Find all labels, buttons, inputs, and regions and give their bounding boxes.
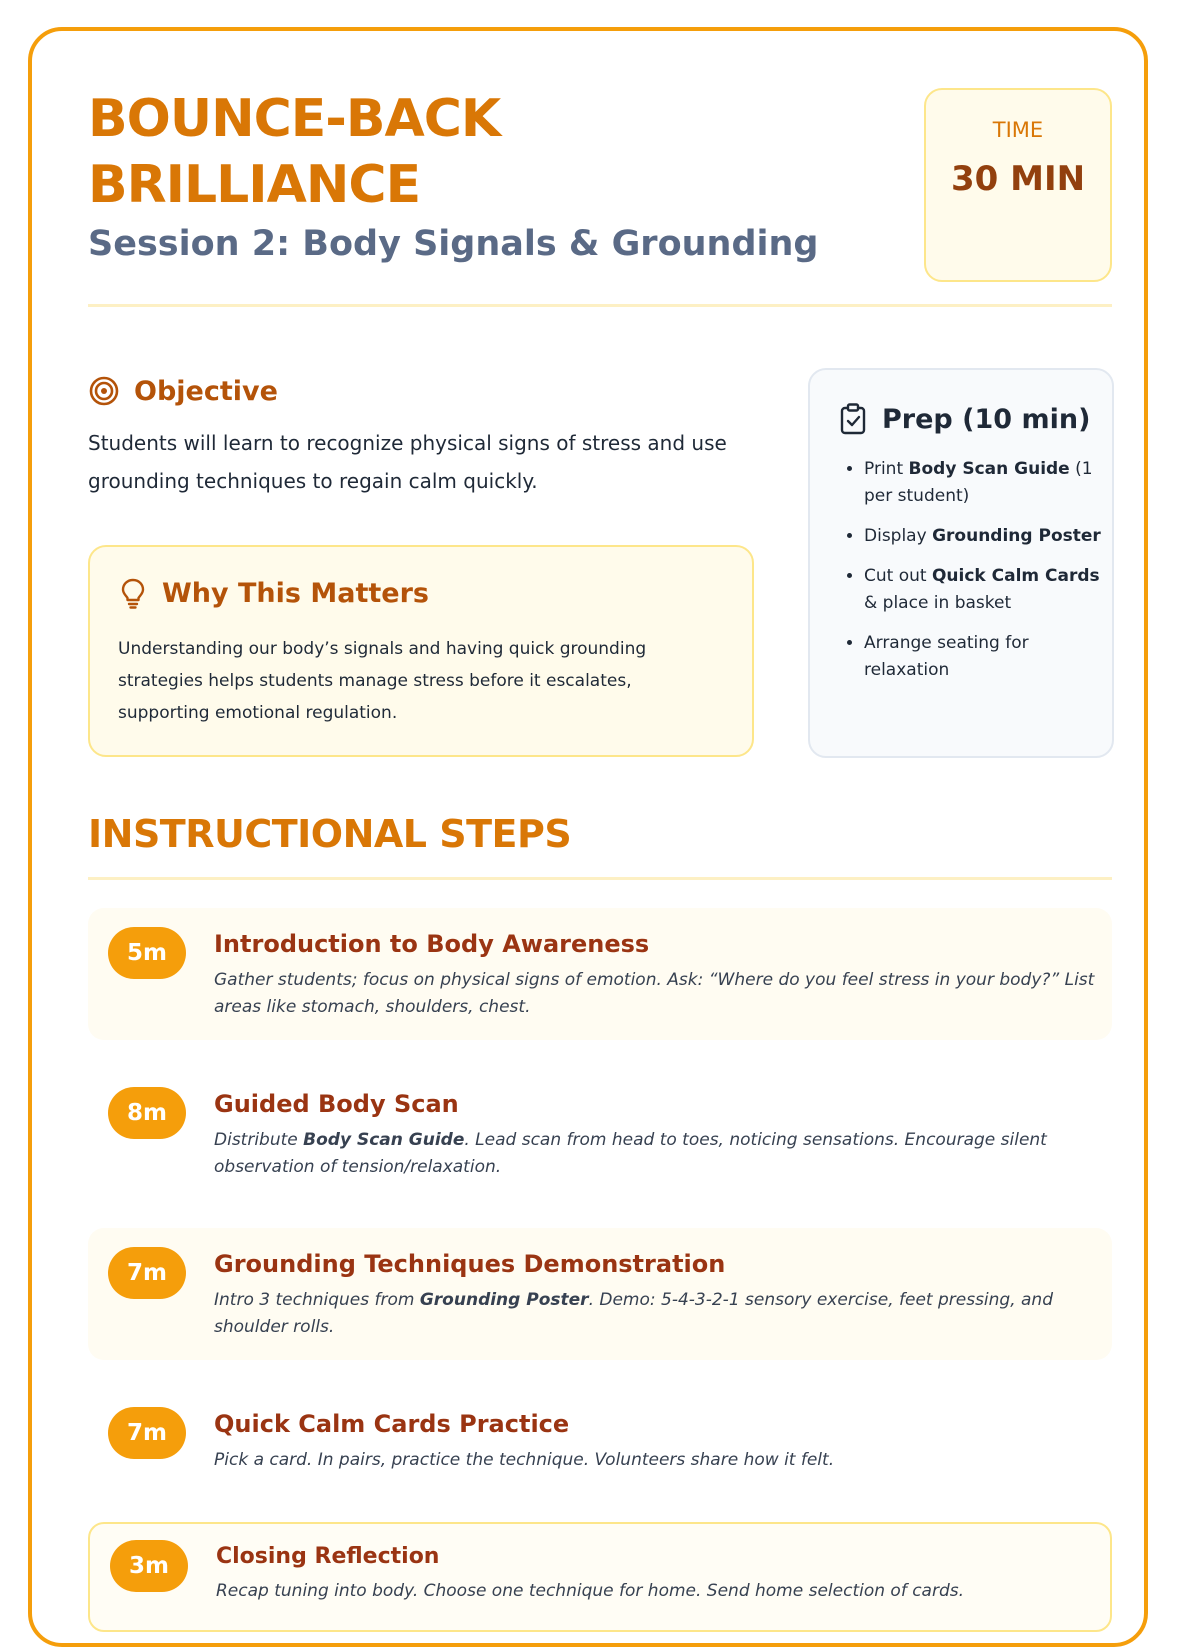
step-title: Quick Calm Cards Practice (214, 1410, 570, 1438)
objective-text: Students will learn to recognize physical signs of stress and use grounding techniques to regain calm quickly. (88, 431, 727, 493)
step-item (88, 1068, 1112, 1200)
why-text: Understanding our body’s signals and having quick grounding strategies helps students manage stress before it escalates, supporting emotional regulation. (118, 639, 647, 723)
time-value: 30 MIN (950, 159, 1086, 199)
step-title: Introduction to Body Awareness (214, 930, 650, 958)
prep-item: • Display Grounding Poster (864, 523, 1116, 550)
objective-heading (88, 373, 278, 409)
step-time-badge: 7m (108, 1407, 186, 1459)
steps-divider (88, 877, 1112, 880)
step-title: Closing Reflection (216, 1544, 440, 1569)
step-description: Pick a card. In pairs, practice the technique. Volunteers share how it felt. (214, 1450, 835, 1470)
why-this-matters-box (88, 545, 754, 757)
target-icon (88, 375, 120, 407)
step-title: Guided Body Scan (214, 1090, 459, 1118)
step-time-badge: 3m (110, 1540, 188, 1592)
prep-box (808, 368, 1114, 758)
prep-item: • Cut out Quick Calm Cards & place in basket (864, 563, 1116, 617)
prep-heading (838, 402, 1090, 436)
prep-item: • Arrange seating for relaxation (864, 630, 1116, 684)
objective-label: Objective (134, 375, 278, 407)
lightbulb-icon (118, 577, 148, 609)
steps-heading: INSTRUCTIONAL STEPS (88, 812, 572, 856)
step-description: Distribute Body Scan Guide. Lead scan from head to toes, noticing sensations. Encourage silent observation of tension/relaxation. (214, 1130, 1047, 1177)
time-label: TIME (992, 118, 1044, 142)
prep-item: • Print Body Scan Guide (1 per student) (864, 456, 1116, 510)
header-divider (88, 304, 1112, 307)
step-item (88, 1228, 1112, 1360)
step-description: Gather students; focus on physical signs of emotion. Ask: “Where do you feel stress in your body?” List areas like stomach, shoulders, chest. (214, 970, 1095, 1017)
step-description: Intro 3 techniques from Grounding Poster. Demo: 5-4-3-2-1 sensory exercise, feet pressing, and shoulder rolls. (214, 1290, 1053, 1337)
step-item (88, 908, 1112, 1040)
step-title: Grounding Techniques Demonstration (214, 1250, 726, 1278)
time-box (924, 88, 1112, 282)
why-label: Why This Matters (162, 577, 429, 609)
session-subtitle: Session 2: Body Signals & Grounding (88, 224, 819, 264)
clipboard-check-icon (838, 402, 868, 436)
step-time-badge: 5m (108, 927, 186, 979)
prep-label: Prep (10 min) (882, 403, 1091, 435)
prep-list (840, 456, 1116, 697)
step-item (88, 1522, 1112, 1632)
page-title: BOUNCE-BACK BRILLIANCE (88, 89, 501, 215)
step-time-badge: 8m (108, 1087, 186, 1139)
step-time-badge: 7m (108, 1247, 186, 1299)
why-heading (118, 577, 429, 609)
step-item (88, 1388, 1112, 1520)
step-description: Recap tuning into body. Choose one technique for home. Send home selection of cards. (216, 1581, 965, 1601)
